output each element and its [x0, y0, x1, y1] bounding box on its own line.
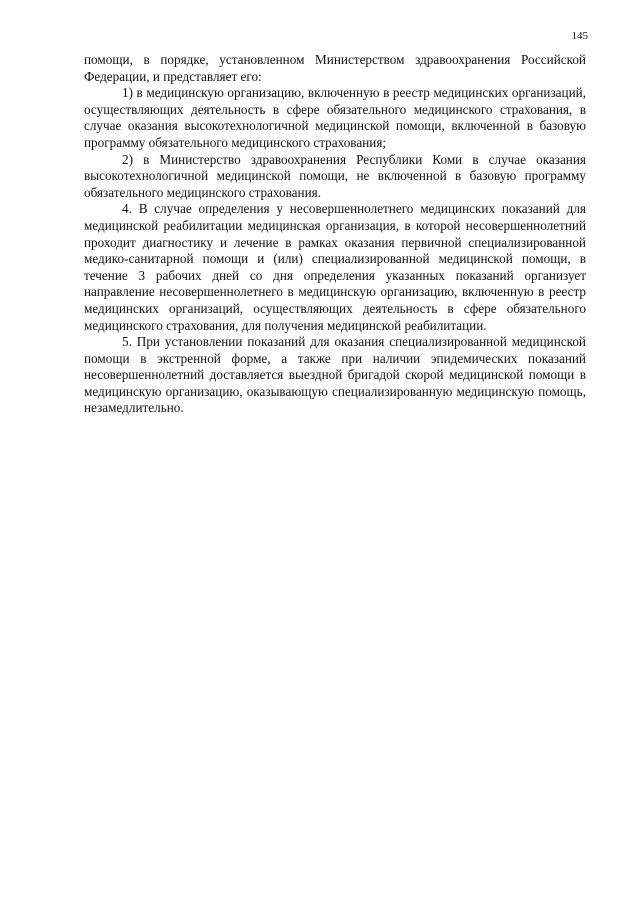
paragraph-clause-5: 5. При установлении показаний для оказания специализированной медицинской помощи в экстренной форме, а также при наличии эпидемических показаний несовершеннолетний доставляется выездной бригадой скорой медицинской помощи в медицинскую организацию, оказывающую специализированную медицинскую помощь, незамедлительно.	[84, 334, 586, 416]
paragraph-item-2: 2) в Министерство здравоохранения Республики Коми в случае оказания высокотехнологичной медицинской помощи, не включенной в базовую программу обязательного медицинского страхования.	[84, 151, 586, 200]
paragraph-item-1: 1) в медицинскую организацию, включенную в реестр медицинских организаций, осуществляющих деятельность в сфере обязательного медицинского страхования, в случае оказания высокотехнологичной медицинской помощи, включенной в базовую программу обязательного медицинского страхования;	[84, 85, 586, 150]
page-number: 145	[571, 30, 588, 42]
paragraph-clause-4: 4. В случае определения у несовершеннолетнего медицинских показаний для медицинской реабилитации медицинская организация, в которой несовершеннолетний проходит диагностику и лечение в рамках оказания первичной специализированной медико-санитарной помощи и (или) специализированной медицинской помощи, в течение 3 рабочих дней со дня определения указанных показаний организует направление несовершеннолетнего в медицинскую организацию, включенную в реестр медицинских организаций, осуществляющих деятельность в сфере обязательного медицинского страхования, для получения медицинской реабилитации.	[84, 201, 586, 333]
body-text	[84, 52, 586, 417]
paragraph-continuation: помощи, в порядке, установленном Министерством здравоохранения Российской Федерации, и представляет его:	[84, 52, 586, 84]
